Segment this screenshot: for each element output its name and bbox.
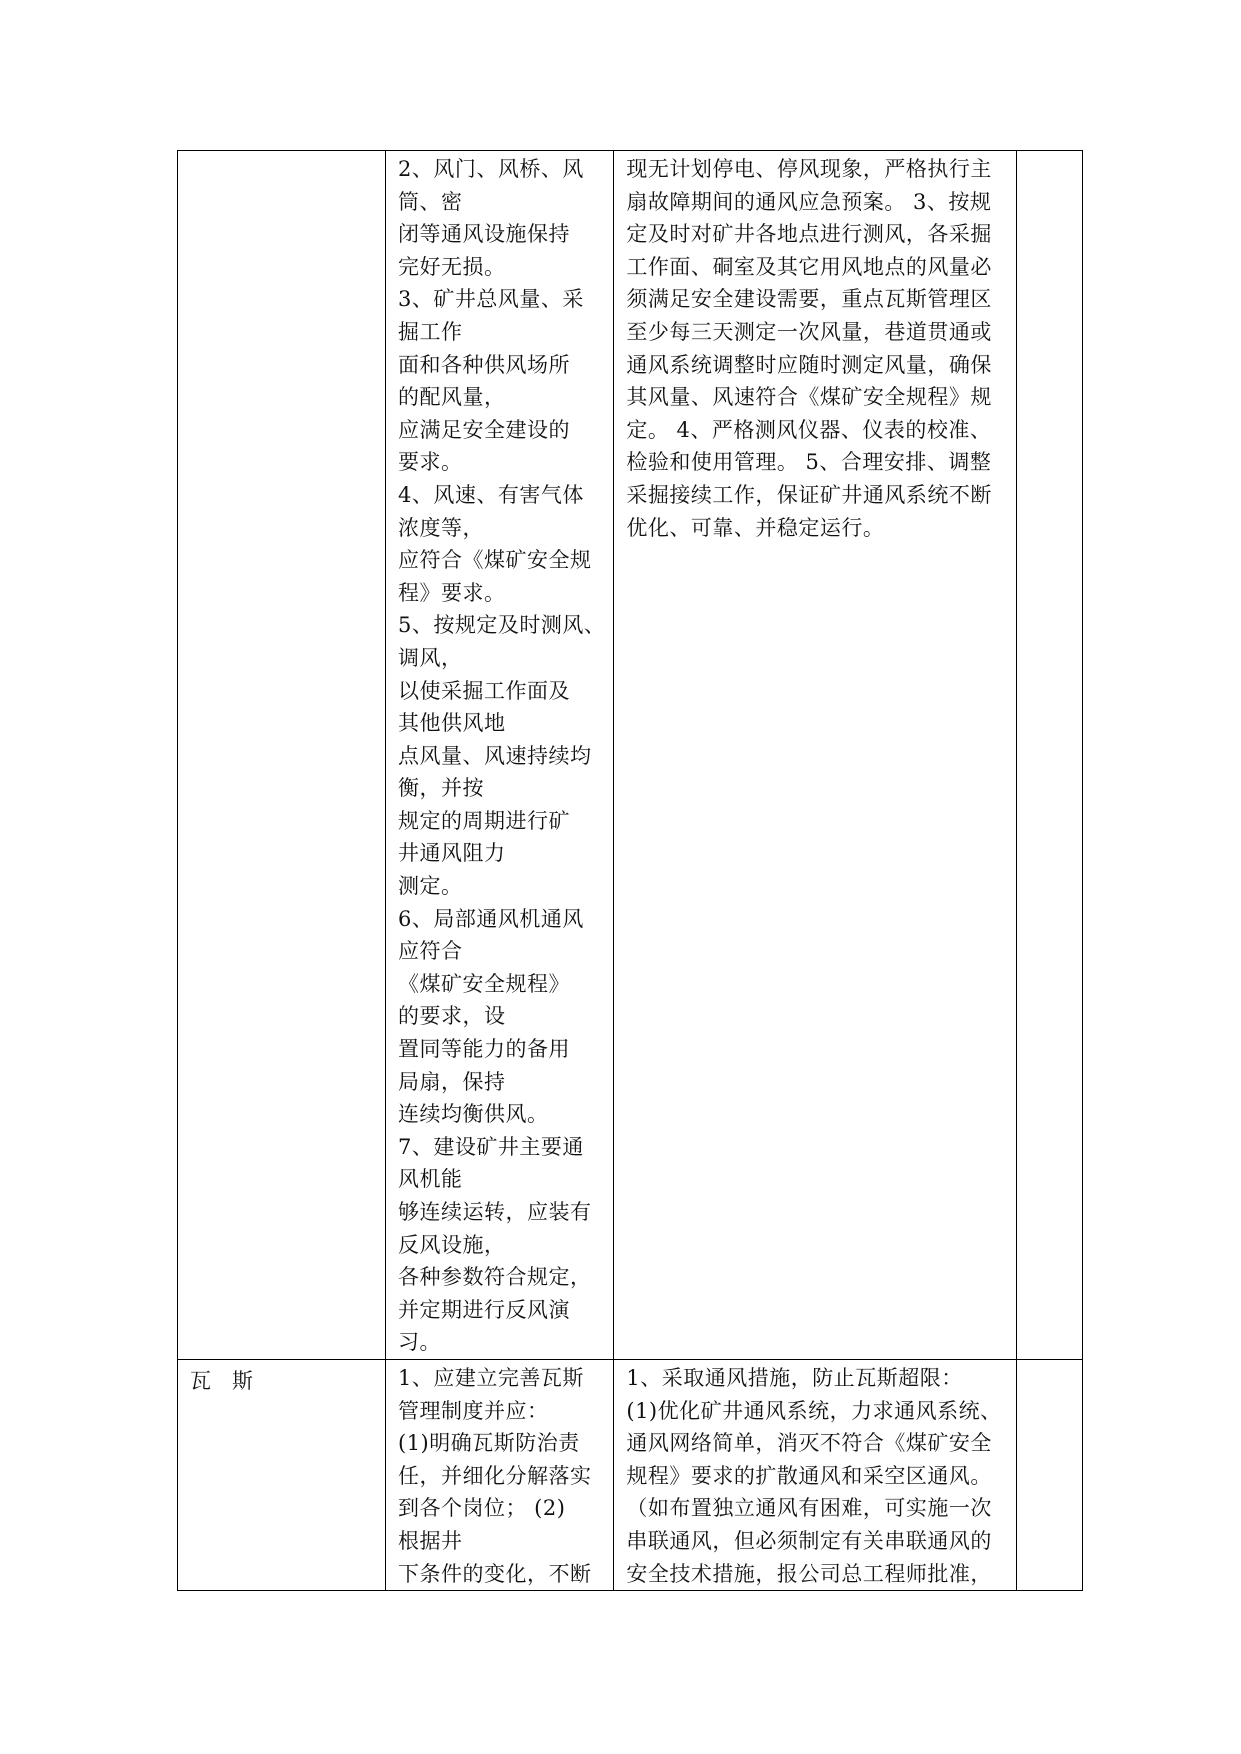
remark-cell: [1017, 151, 1083, 1360]
text-line: 要求。: [398, 450, 463, 475]
text-line: 定。 4、严格测风仪器、仪表的校准、: [626, 417, 992, 442]
text-line: 1、应建立完善瓦斯: [398, 1365, 584, 1390]
text-line: 局扇，保持: [398, 1069, 506, 1094]
table-row: [178, 151, 1083, 1360]
text-line: 串联通风，但必须制定有关串联通风的: [626, 1528, 992, 1553]
text-line: 1、采取通风措施，防止瓦斯超限：: [626, 1365, 963, 1390]
text-line: 须满足安全建设需要，重点瓦斯管理区: [626, 287, 992, 312]
category-label: [178, 151, 385, 156]
text-line: 通风系统调整时应随时测定风量，确保: [626, 352, 992, 377]
text-line: 筒、密: [398, 189, 463, 214]
text-line: 置同等能力的备用: [398, 1037, 570, 1062]
measures-cell: [614, 151, 1017, 1360]
remark-cell: [1017, 1359, 1083, 1590]
text-line: 定及时对矿井各地点进行测风，各采掘: [626, 222, 992, 247]
table-row: [178, 1359, 1083, 1590]
text-line: 5、按规定及时测风、: [398, 613, 606, 638]
text-line: 管理制度并应：: [398, 1398, 549, 1423]
text-line: 4、风速、有害气体: [398, 482, 584, 507]
text-line: 应符合: [398, 939, 463, 964]
text-line: 7、建设矿井主要通: [398, 1134, 584, 1159]
measures-text: [614, 151, 1016, 544]
measures-cell: [614, 1359, 1017, 1590]
text-line: 至少每三天测定一次风量，巷道贯通或: [626, 319, 992, 344]
category-cell: [178, 151, 386, 1360]
text-line: 检验和使用管理。 5、合理安排、调整: [626, 450, 992, 475]
text-line: 完好无损。: [398, 254, 506, 279]
text-line: 闭等通风设施保持: [398, 222, 570, 247]
category-cell: [178, 1359, 386, 1590]
text-line: 到各个岗位； (2): [398, 1496, 566, 1521]
requirements-text: [386, 151, 613, 1359]
text-line: 下条件的变化，不断: [398, 1561, 592, 1586]
text-line: 井通风阻力: [398, 841, 506, 866]
text-line: 以使采掘工作面及: [398, 678, 570, 703]
text-line: 衡，并按: [398, 776, 484, 801]
text-line: 的配风量，: [398, 385, 506, 410]
text-line: 其风量、风速符合《煤矿安全规程》规: [626, 385, 992, 410]
requirements-text: [386, 1360, 613, 1590]
text-line: 优化、可靠、并稳定运行。: [626, 515, 885, 540]
text-line: 3、矿井总风量、采: [398, 287, 584, 312]
text-line: 工作面、硐室及其它用风地点的风量必: [626, 254, 992, 279]
requirements-cell: [386, 151, 614, 1360]
text-line: 风机能: [398, 1167, 463, 1192]
text-line: 调风，: [398, 645, 463, 670]
text-line: 习。: [398, 1330, 441, 1355]
measures-text: [614, 1360, 1016, 1590]
text-line: 点风量、风速持续均: [398, 743, 592, 768]
text-line: (1)优化矿井通风系统，力求通风系统、: [626, 1398, 1002, 1423]
text-line: 面和各种供风场所: [398, 352, 570, 377]
text-line: 掘工作: [398, 319, 463, 344]
text-line: 规程》要求的扩散通风和采空区通风。: [626, 1463, 992, 1488]
text-line: 测定。: [398, 874, 463, 899]
category-label: 瓦 斯: [190, 1368, 253, 1393]
text-line: 采掘接续工作，保证矿井通风系统不断: [626, 482, 992, 507]
text-line: 够连续运转，应装有: [398, 1200, 592, 1224]
text-line: 程》要求。: [398, 580, 506, 605]
text-line: 并定期进行反风演: [398, 1297, 570, 1322]
text-line: (1)明确瓦斯防治责: [398, 1431, 580, 1456]
text-line: 《煤矿安全规程》: [398, 971, 570, 996]
text-line: 连续均衡供风。: [398, 1102, 549, 1127]
text-line: 浓度等，: [398, 515, 484, 540]
text-line: 现无计划停电、停风现象，严格执行主: [626, 157, 992, 181]
text-line: 扇故障期间的通风应急预案。 3、按规: [626, 189, 992, 214]
text-line: 通风网络简单，消灭不符合《煤矿安全: [626, 1431, 992, 1456]
text-line: 安全技术措施，报公司总工程师批准，: [626, 1561, 992, 1586]
text-line: 6、局部通风机通风: [398, 906, 584, 931]
text-line: 的要求，设: [398, 1004, 506, 1029]
text-line: 反风设施，: [398, 1232, 506, 1257]
text-line: 根据井: [398, 1528, 463, 1553]
text-line: 应符合《煤矿安全规: [398, 548, 592, 573]
text-line: 各种参数符合规定，: [398, 1265, 592, 1290]
safety-measures-table: [177, 150, 1083, 1591]
text-line: 任，并细化分解落实: [398, 1463, 592, 1488]
text-line: （如布置独立通风有困难，可实施一次: [626, 1496, 992, 1521]
text-line: 其他供风地: [398, 711, 506, 736]
requirements-cell: [386, 1359, 614, 1590]
text-line: 应满足安全建设的: [398, 417, 570, 442]
text-line: 2、风门、风桥、风: [398, 157, 584, 181]
text-line: 规定的周期进行矿: [398, 808, 570, 833]
